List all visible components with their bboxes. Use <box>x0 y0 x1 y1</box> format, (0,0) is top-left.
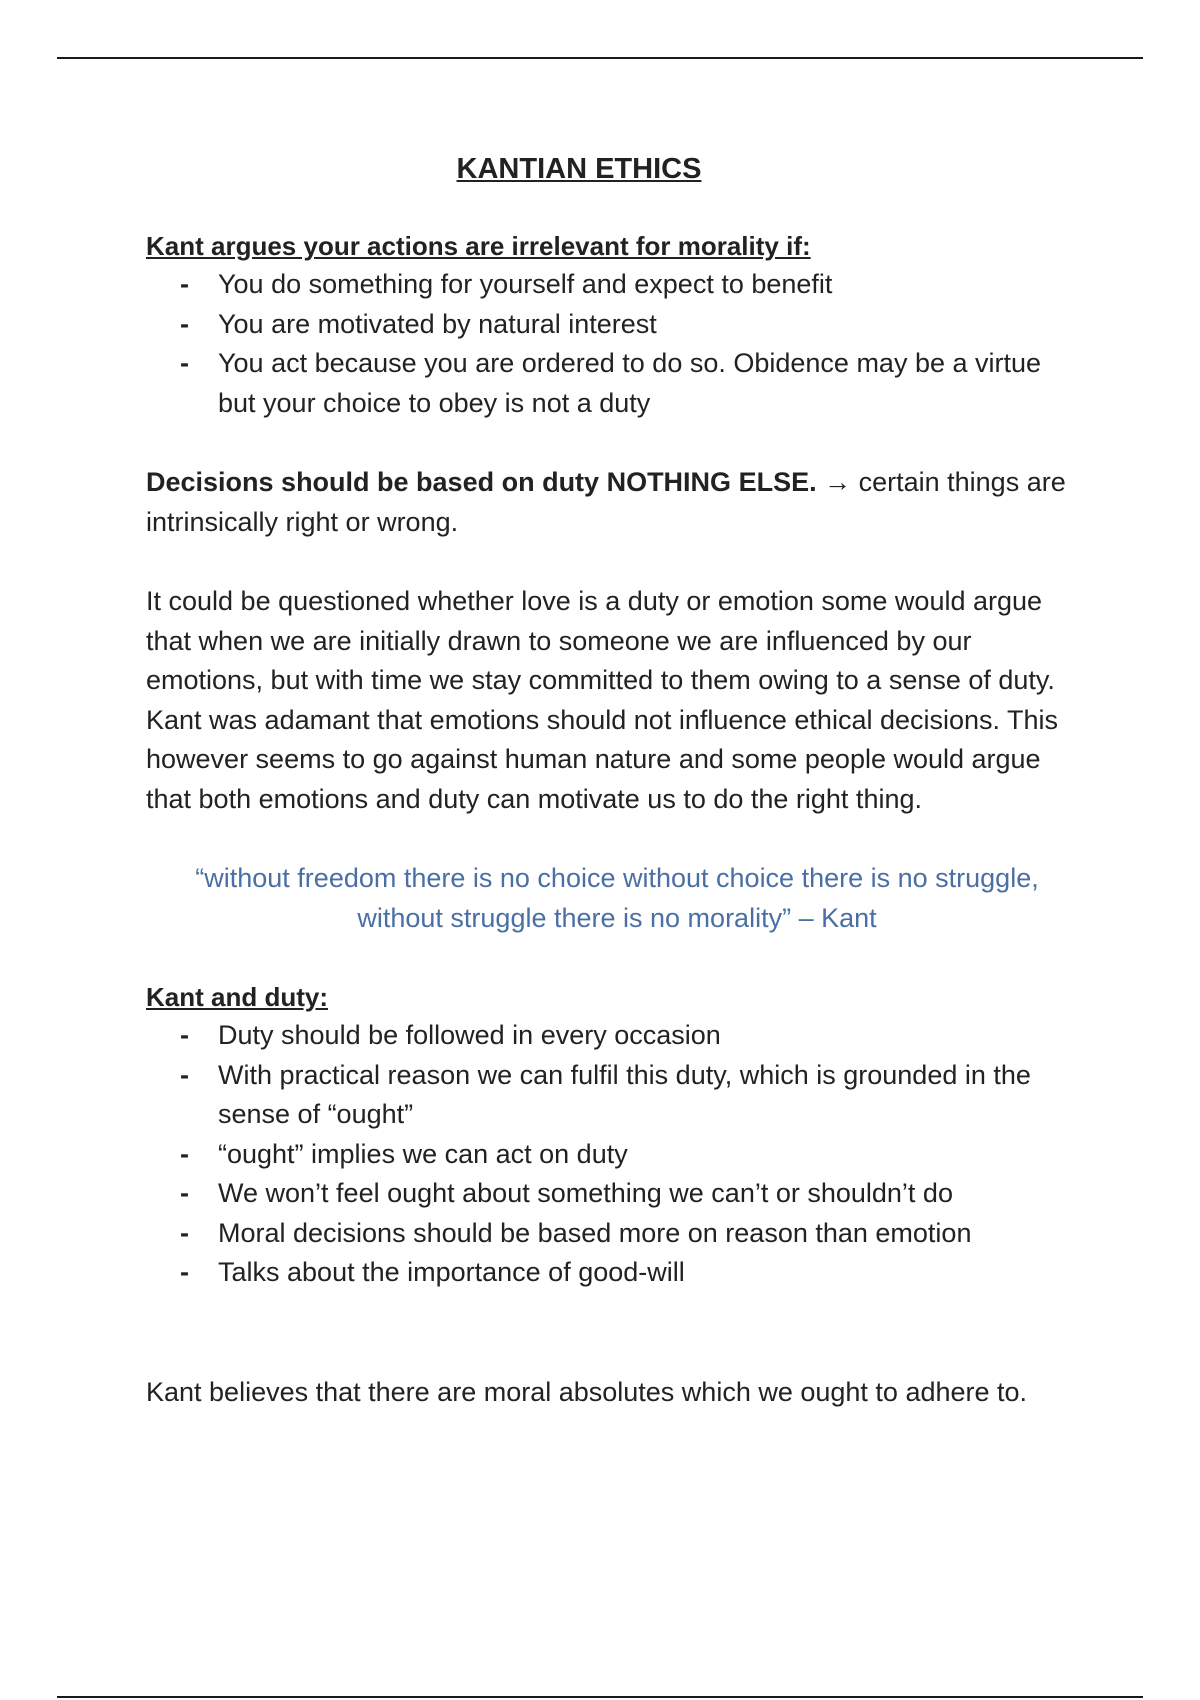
bullet-dash: - <box>180 1020 189 1050</box>
section-heading-duty: Kant and duty: <box>146 982 328 1012</box>
bullet-dash: - <box>180 1178 189 1208</box>
list-item-text: You act because you are ordered to do so. Obidence may be a virtue but your choice to obey is not a duty <box>218 348 1042 418</box>
closing-paragraph: Kant believes that there are moral absolutes which we ought to adhere to. <box>146 1376 1028 1407</box>
section-heading-irrelevant: Kant argues your actions are irrelevant for morality if: <box>146 231 811 261</box>
list-item-text: “ought” implies we can act on duty <box>218 1138 628 1169</box>
list-item <box>146 344 1076 423</box>
kant-quote: “without freedom there is no choice without choice there is no struggle, without struggle there is no morality” – Kant <box>195 863 1039 933</box>
list-item <box>146 1253 1076 1293</box>
irrelevant-actions-list <box>146 265 1076 423</box>
right-arrow-icon: → <box>824 467 852 497</box>
list-item <box>146 1016 1076 1056</box>
bullet-dash: - <box>180 1138 189 1169</box>
decision-bold-text: Decisions should be based on duty NOTHING ELSE. <box>146 467 817 497</box>
page-title: KANTIAN ETHICS <box>456 153 702 185</box>
decision-paragraph <box>146 463 1076 542</box>
list-item <box>146 1174 1076 1214</box>
list-item-text: Talks about the importance of good-will <box>218 1257 685 1287</box>
list-item <box>146 1135 1076 1175</box>
list-item-text: You do something for yourself and expect to benefit <box>218 269 833 299</box>
bullet-dash: - <box>180 269 189 299</box>
love-paragraph: It could be questioned whether love is a duty or emotion some would argue that when we are initially drawn to someone we are influenced by our emotions, but with time we stay committed to them owing to a sense of duty. Kant was adamant that emotions should not influence ethical decisions. This however seems to go against human nature and some people would argue that both emotions and duty can motivate us to do the right thing. <box>146 586 1059 814</box>
decision-rest-text: certain things are intrinsically right or wrong. <box>146 467 1066 537</box>
bullet-dash: - <box>180 348 189 378</box>
list-item <box>146 1056 1076 1135</box>
kant-duty-list <box>146 1016 1076 1293</box>
list-item <box>146 265 1076 305</box>
bullet-dash: - <box>180 1059 189 1090</box>
list-item-text: Duty should be followed in every occasion <box>218 1020 721 1050</box>
footer-rule <box>57 1696 1143 1698</box>
list-item <box>146 1214 1076 1254</box>
bullet-dash: - <box>180 1257 189 1287</box>
list-item-text: Moral decisions should be based more on reason than emotion <box>218 1217 972 1248</box>
bullet-dash: - <box>180 1217 189 1248</box>
list-item <box>146 305 1076 345</box>
list-item-text: You are motivated by natural interest <box>218 308 657 339</box>
list-item-text: We won’t feel ought about something we can’t or shouldn’t do <box>218 1178 953 1208</box>
bullet-dash: - <box>180 308 189 339</box>
header-rule <box>57 57 1143 59</box>
document-page <box>146 150 1076 1412</box>
list-item-text: With practical reason we can fulfil this duty, which is grounded in the sense of “ought” <box>218 1059 1031 1129</box>
